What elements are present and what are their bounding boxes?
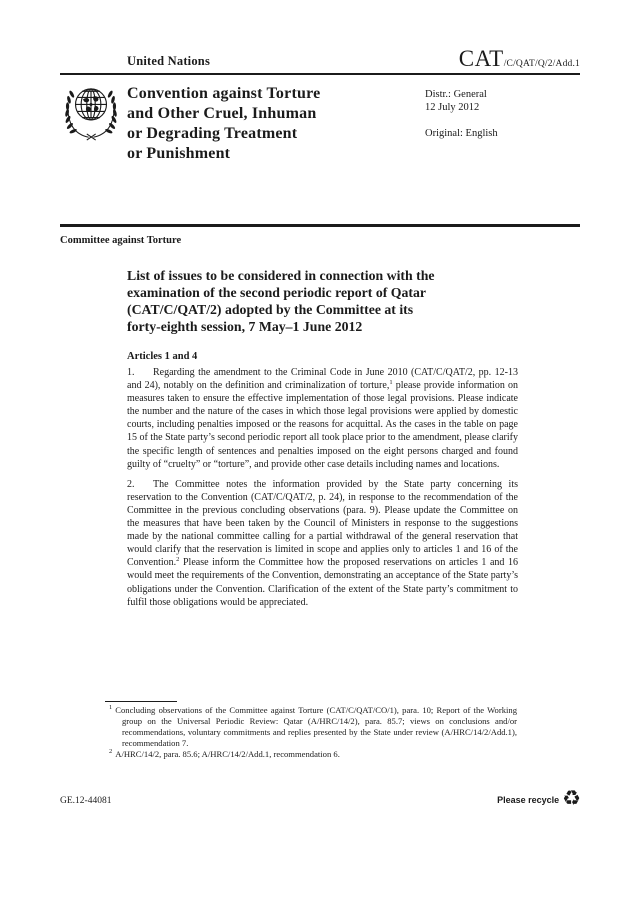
doc-symbol-main: CAT: [458, 46, 504, 71]
articles-section-heading: Articles 1 and 4: [127, 351, 198, 362]
paragraph-1: [127, 366, 518, 471]
footnote-ref-2: 2: [176, 556, 180, 564]
footnote-text: A/HRC/14/2, para. 85.6; A/HRC/14/2/Add.1, recommendation 6.: [115, 749, 340, 759]
footnote-separator: [105, 701, 177, 702]
un-emblem-svg: [61, 79, 121, 143]
paragraph-text: please provide information on measures taken to ensure the effective implementation of those legal provisions. Please indicate the number and the nature of the cases in which those legal provisions were applied by domestic courts, including penalties imposed or the reasons for acquittal. As the cases in the table on page 15 of the State party’s second periodic report all took place prior to the amendment, please clarify the specific length of sentences and penalties imposed on the eight persons charged and found guilty of “cruelty” or “torture”, and provide other case details including names and locations.: [127, 380, 518, 470]
paragraph-number: 1.: [127, 367, 135, 378]
header-rule: [60, 73, 580, 75]
treaty-title: [127, 84, 320, 164]
footnote-1: [109, 705, 517, 749]
footnote-number: 2: [109, 748, 113, 755]
paragraph-text: Please inform the Committee how the proposed reservations on articles 1 and 16 would meet the requirements of the Convention, demonstrating an acceptance of the State party’s obligations under the Convention. Clarification of the extent of the State party’s commitment to fulfil those obligations would be appreciated.: [127, 557, 518, 608]
document-title: [127, 267, 435, 335]
treaty-title-line: or Punishment: [127, 145, 231, 162]
treaty-title-line: or Degrading Treatment: [127, 125, 298, 142]
recycle-label: Please recycle: [497, 794, 560, 805]
please-recycle-block: [497, 786, 581, 810]
footnotes-block: [109, 705, 517, 760]
paragraph-2: [127, 478, 518, 609]
body-paragraphs: [127, 366, 518, 616]
header-doc-symbol: [459, 46, 580, 72]
document-title-line: forty-eighth session, 7 May–1 June 2012: [127, 319, 363, 334]
paragraph-text: Regarding the amendment to the Criminal Code in June 2010 (CAT/C/QAT/2, pp. 12-13 and 24), notably on the definition and criminalization of torture,: [127, 367, 518, 392]
distribution-block: [425, 88, 498, 140]
recycle-icon: ♻: [562, 786, 581, 810]
paragraph-text: The Committee notes the information provided by the State party concerning its reservation to the Convention (CAT/C/QAT/2, p. 24), in response to the recommendation of the Committee in the previous concluding observations (para. 9). Please update the Committee on the measures that have been taken by the Council of Ministers in response to the suggestions made by the national committee calling for a partial withdrawal of the general reservation that would clarify that the reservation is limited in scope and applies only to articles 1 and 16 of the Convention.: [127, 478, 518, 569]
ge-sales-number: GE.12-44081: [60, 796, 112, 806]
distr-line: Distr.: General: [425, 89, 487, 100]
treaty-title-line: and Other Cruel, Inhuman: [127, 105, 317, 122]
footnote-2: [109, 749, 517, 760]
original-language-line: Original: English: [425, 128, 498, 139]
header-org-name: United Nations: [127, 54, 211, 68]
treaty-title-line: Convention against Torture: [127, 85, 321, 102]
document-title-line: examination of the second periodic report of Qatar: [127, 285, 427, 300]
un-emblem-icon: [61, 79, 121, 143]
masthead-rule: [60, 224, 580, 227]
footnote-number: 1: [109, 704, 113, 711]
footnote-text: Concluding observations of the Committee against Torture (CAT/C/QAT/CO/1), para. 10; Report of the Working group on the Universal Periodic Review: Qatar (A/HRC/14/2), para. 85.7; views on conclusions and/or recommendations, voluntary commitments and replies presented by the State under review (A/HRC/14/2/Add.1), recommendation 7.: [115, 705, 517, 748]
date-line: 12 July 2012: [425, 102, 480, 113]
doc-symbol-sub: /C/QAT/Q/2/Add.1: [503, 59, 580, 69]
document-title-line: List of issues to be considered in connection with the: [127, 268, 435, 283]
committee-heading: Committee against Torture: [60, 235, 182, 246]
document-title-line: (CAT/C/QAT/2) adopted by the Committee at its: [127, 302, 414, 317]
footnote-ref-1: 1: [389, 379, 393, 387]
paragraph-number: 2.: [127, 478, 135, 490]
